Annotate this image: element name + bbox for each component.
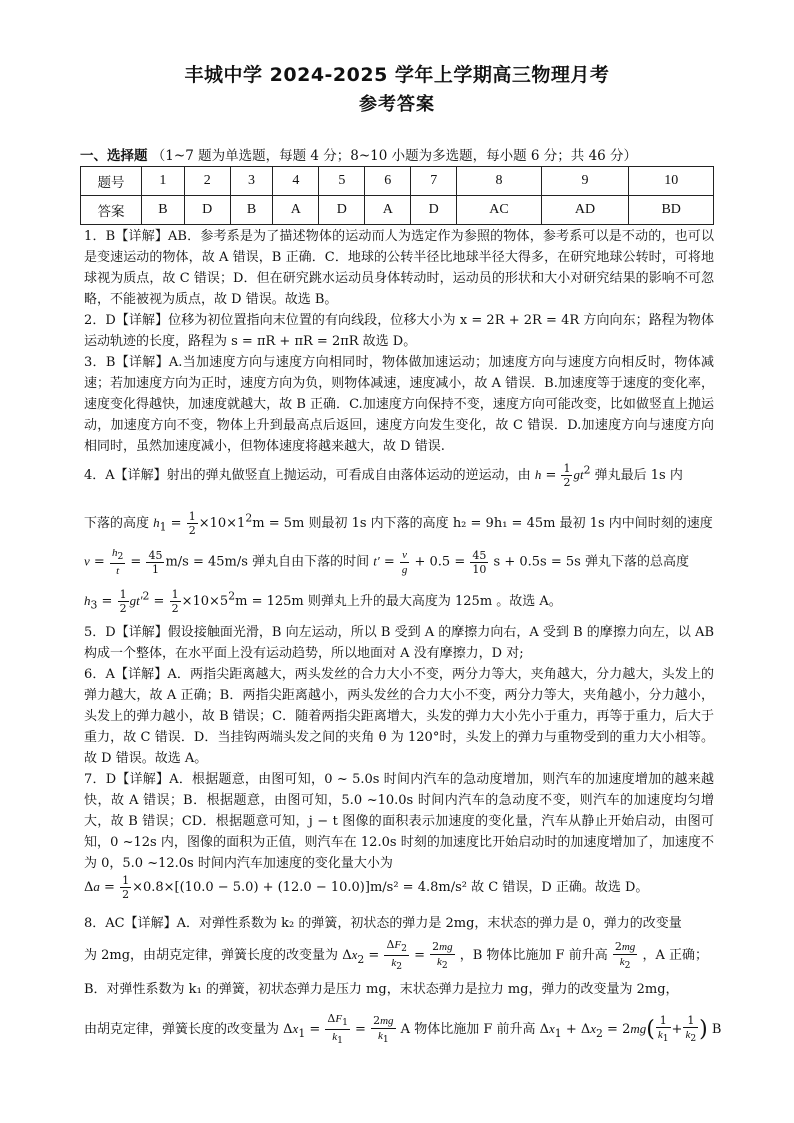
fraction: $\frac{2mg}{k_1}$ [373,1013,394,1045]
fraction: $\frac{1}{2}$ [188,510,196,537]
question-number: 8 [457,167,541,196]
fraction: $\frac{45}{1}$ [148,548,163,576]
answer-table [80,166,714,225]
fraction: $\frac{1}{2}$ [171,588,179,615]
fraction: $\frac{h_2}{t}$ [111,547,124,578]
document-subtitle: 参考答案 [359,94,435,115]
q4-eq: = 125m [251,594,304,609]
question-number: 9 [541,167,629,196]
answer-q4-line4: $h_3$ = $\frac{1}{2}$ $gt'^2$ = $\frac{1}{2}$ $\times 10\times 5^2m = 125m$ 则弹丸上升的最大高度为 125m 。故选 A。 [84,588,562,615]
q4-text: 下落的高度 [84,516,150,531]
q4-text: 4．A【详解】射出的弹丸做竖直上抛运动，可看成自由落体运动的逆运动，由 [84,468,531,483]
answer-q8-line2: 为 2mg，由胡克定律，弹簧长度的改变量为 $\Delta x_2$ = $\frac{\Delta F_2}{k_2}$ = $\frac{2mg}{k_2}$ ，B 物体比施加 F 前升高 $\frac{2mg}{k_2}$ ，A 正确； [84,938,708,973]
section-note: （1~7 题为单选题，每题 4 分；8~10 小题为多选题，每小题 6 分；共 46 分） [151,148,638,164]
document-title: 丰城中学 2024-2025 学年上学期高三物理月考 [184,64,610,86]
answer-q6: 6．A【详解】A．两指尖距离越大，两头发丝的合力大小不变，两分力等大，夹角越大，分力越大，头发上的弹力越大，故 A 正确；B．两指尖距离越小，两头发丝的合力大小不变，两分力等大，夹角越小，分力越小，头发上的弹力越小，故 B 错误；C．随着两指尖距离增大，头发的弹力大小先小于重力，再等于重力，后大于重力，故 C 错误．D．当挂钩两端头发之间的夹角 θ 为 120°时，头发上的弹力与重物受到的重力大小相等。故 D 错误。故选 A。 [84,667,714,766]
q8-text: ，B 物体比施加 F 前升高 [459,948,608,964]
q4-eq: + 0.5 = [414,554,466,570]
answer-cell: A [273,196,319,225]
answer-cell: B [230,196,273,225]
answer-q4-line1: 4．A【详解】射出的弹丸做竖直上抛运动，可看成自由落体运动的逆运动，由 h = $\frac{1}{2}$ $gt^2$ 弹丸最后 1s 内 [84,462,683,489]
answer-table-number-row [81,167,714,196]
q8-text: B [711,1022,722,1038]
q4-eq: h₂ = 9h₁ = 45m [452,516,556,531]
q7-text: 故 C 错误，D 正确。故选 D。 [471,880,649,895]
answer-q8-line1 [84,912,724,931]
question-number: 10 [629,167,714,196]
q8-text: 由胡克定律，弹簧长度的改变量为 [84,1022,280,1038]
question-number: 2 [184,167,230,196]
question-number: 7 [411,167,457,196]
fraction: $\frac{45}{10}$ [472,548,487,576]
fraction: $\frac{1}{2}$ [122,874,130,901]
q8-text: 为 2mg，由胡克定律，弹簧长度的改变量为 [84,948,339,964]
q8-text: 8．AC【详解】A．对弹性系数为 k₂ 的弹簧，初状态的弹力是 2mg，末状态的弹力是 0，弹力的改变量 [84,916,682,931]
q4-text: 弹丸自由下落的时间 [252,554,370,570]
q4-text: 则最初 1s 内下落的高度 [308,516,449,531]
answer-cell: BD [629,196,714,225]
fraction: $\frac{1}{2}$ [119,588,127,615]
q4-eq: s + 0.5s = 5s [493,554,581,570]
answer-block-5-7 [84,622,714,874]
answer-block-1-3 [84,226,714,457]
answer-q7: 7．D【详解】A．根据题意，由图可知，0 ~ 5.0s 时间内汽车的急动度增加，则汽车的加速度增加的越来越快，故 A 错误；B．根据题意，由图可知，5.0 ~10.0s 时间内汽车的急动度不变，则汽车的加速度均匀增大，故 B 错误；CD．根据题意可知，j − t 图像的面积表示加速度的变化量，汽车从静止开始启动，由图可知，0 ~12s 内，图像的面积为正值，则汽车在 12.0s 时刻的加速度比开始启动时的加速度增加了，加速度不为 0，5.0 ~12.0s 时间内汽车加速度的变化量大小为 [84,772,714,871]
fraction: $\frac{\Delta F_1}{k_1}$ [327,1012,348,1047]
fraction: $\frac{2mg}{k_2}$ [614,939,636,971]
fraction: $\frac{1}{2}$ [563,462,571,489]
answer-q8-line4: 由胡克定律，弹簧长度的改变量为 $\Delta x_1$ = $\frac{\Delta F_1}{k_1}$ = $\frac{2mg}{k_1}$ A 物体比施加 F 前升高 $\Delta x_1 + \Delta x_2 = 2mg$( $\frac{1}{k_1}$ + $\frac{1}{k_2}$ ) B [84,1012,722,1047]
answer-cell: A [365,196,411,225]
question-number: 4 [273,167,319,196]
q8-text: B．对弹性系数为 k₁ 的弹簧，初状态弹力是压力 mg，末状态弹力是拉力 mg，弹力的改变量为 2mg， [84,982,679,997]
answer-cell: B [142,196,185,225]
row-label-answer: 答案 [81,196,142,225]
question-number: 6 [365,167,411,196]
q7-eq: [(10.0 − 5.0) + (12.0 − 10.0)]m/s² = 4.8m/s² [174,880,467,895]
answer-table-answer-row [81,196,714,225]
answer-q3: 3．B【详解】A.当加速度方向与速度方向相同时，物体做加速运动；加速度方向与速度方向相反时，物体减速；若加速度方向为正时，速度方向为负，则物体减速，速度减小，故 A 错误．B.加速度等于速度的变化率，速度变化得越快，加速度就越大，故 B 正确．C.加速度方向保持不变，速度方向可能改变，比如做竖直上抛运动，加速度方向不变，物体上升到最高点后返回，速度方向发生变化，故 C 错误．D.加速度方向与速度方向相同时，虽然加速度减小，但物体速度将越来越大，故 D 错误. [84,355,714,454]
q8-text: A 物体比施加 F 前升高 [400,1022,536,1038]
answer-cell: AD [541,196,629,225]
q4-text: 则弹丸上升的最大高度为 125m 。故选 A。 [307,594,562,609]
answer-q1: 1．B【详解】AB．参考系是为了描述物体的运动而人为选定作为参照的物体，参考系可以是不动的，也可以是变速运动的物体，故 A 错误，B 正确．C．地球的公转半径比地球半径大得多，在研究地球公转时，可将地球视为质点，故 C 错误；D．但在研究跳水运动员身体转动时，运动员的形状和大小对研究结果的影响不可忽略，不能被视为质点，故 D 错误。故选 B。 [84,229,714,307]
answer-cell: D [411,196,457,225]
q8-text: ，A 正确； [642,948,708,964]
fraction: $\frac{1}{k_1}$ [657,1014,669,1045]
answer-q5: 5．D【详解】假设接触面光滑，B 向左运动，所以 B 受到 A 的摩擦力向右，A 受到 B 的摩擦力向左，以 AB 构成一个整体，在水平面上没有运动趋势，所以地面对 A 没有摩擦力，D 对; [84,625,714,661]
fraction: $\frac{1}{k_2}$ [685,1014,697,1045]
fraction: $\frac{v}{g}$ [401,548,408,576]
q4-eq: = 5m [268,516,305,531]
row-label-number: 题号 [81,167,142,196]
answer-cell: D [184,196,230,225]
q4-eq: = 45m/s [192,554,248,570]
answer-q4-line2: 下落的高度 $h_1$ = $\frac{1}{2}$ $\times 10\times 1^2m = 5m$ 则最初 1s 内下落的高度 h₂ = 9h₁ = 45m 最初 1s 内中间时刻的速度 [84,510,713,537]
fraction: $\frac{2mg}{k_2}$ [432,939,453,971]
answer-q2: 2．D【详解】位移为初位置指向末位置的有向线段，位移大小为 x = 2R + 2R = 4R 方向向东；路程为物体运动轨迹的长度，路程为 s = πR + πR = 2πR 故选 D。 [84,313,714,349]
question-number: 1 [142,167,185,196]
question-number: 5 [319,167,365,196]
answer-q4-line3: v = $\frac{h_2}{t}$ = $\frac{45}{1}$ m/s = 45m/s 弹丸自由下落的时间 t′ = $\frac{v}{g}$ + 0.5 = $\frac{45}{10}$ s + 0.5s = 5s 弹丸下落的总高度 [84,547,689,578]
section-title: 一、选择题 [80,148,148,164]
section-heading [80,144,760,164]
answer-q8-line3 [84,978,724,997]
answer-q7-equation: Δa = $\frac{1}{2}$ ×0.8×[(10.0 − 5.0) + (12.0 − 10.0)]m/s² = 4.8m/s² 故 C 错误，D 正确。故选 D。 [84,874,649,901]
question-number: 3 [230,167,273,196]
q4-text: 弹丸最后 1s 内 [594,468,683,483]
answer-cell: AC [457,196,541,225]
q4-text: 最初 1s 内中间时刻的速度 [559,516,713,531]
fraction: $\frac{\Delta F_2}{k_2}$ [386,938,407,973]
answer-cell: D [319,196,365,225]
q4-text: 弹丸下落的总高度 [584,554,689,570]
